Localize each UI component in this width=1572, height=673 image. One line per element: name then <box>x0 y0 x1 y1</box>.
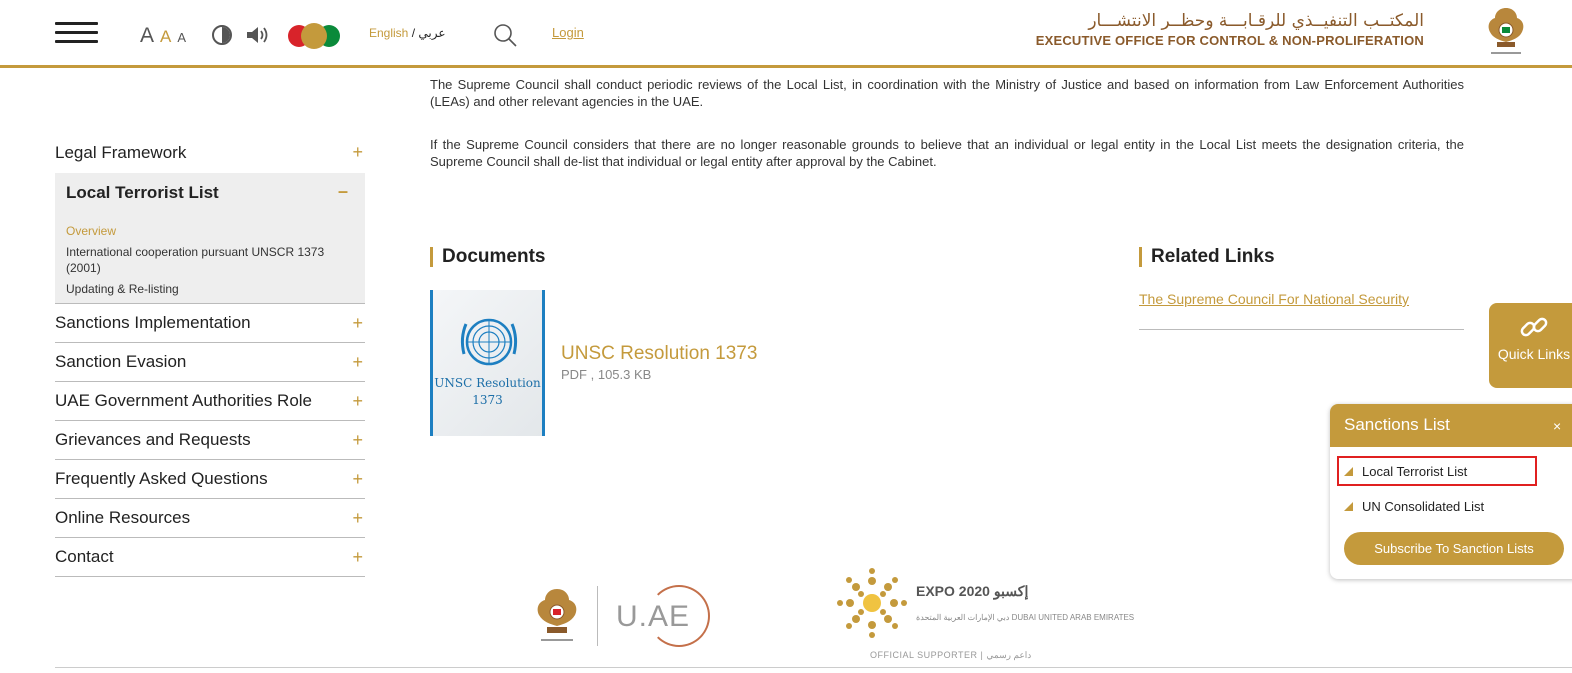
expo-subtitle: دبي الإمارات العربية المتحدة DUBAI UNITED ARAB EMIRATES <box>916 613 1135 622</box>
expand-icon[interactable]: + <box>352 469 363 489</box>
document-meta: PDF , 105.3 KB <box>561 367 652 382</box>
sidebar-item-legal-framework[interactable] <box>55 133 365 173</box>
footer-divider <box>597 586 598 646</box>
sidebar-nav <box>55 133 365 577</box>
sidebar-item-label: Sanctions Implementation <box>55 313 251 332</box>
subnav-overview[interactable]: Overview <box>66 224 117 238</box>
collapse-icon[interactable]: – <box>337 181 348 201</box>
header <box>0 0 1572 66</box>
sidebar-item-sanction-evasion[interactable] <box>55 343 365 382</box>
documents-heading: Documents <box>430 247 545 267</box>
lang-arabic[interactable]: عربي <box>418 26 446 40</box>
expand-icon[interactable]: + <box>352 547 363 567</box>
sidebar-item-label: Sanction Evasion <box>55 352 187 371</box>
expand-icon[interactable]: + <box>352 391 363 411</box>
expand-icon[interactable]: + <box>352 142 363 162</box>
theme-gold-dot[interactable] <box>301 23 327 49</box>
expo-supporter-text: OFFICIAL SUPPORTER | داعم رسمي <box>870 650 1032 660</box>
expo-2020-logo-icon <box>836 567 908 639</box>
contrast-icon[interactable] <box>212 25 232 45</box>
menu-icon[interactable] <box>55 22 98 44</box>
quick-links-button[interactable] <box>1489 303 1572 388</box>
sanctions-list-panel <box>1330 404 1572 579</box>
sidebar-item-sanctions-implementation[interactable] <box>55 304 365 343</box>
theme-color-picker[interactable] <box>288 23 342 49</box>
uae-footer-emblem-icon <box>533 585 581 645</box>
sidebar-item-label: Online Resources <box>55 508 191 527</box>
content-paragraph-reviews: The Supreme Council shall conduct periodic reviews of the Local List, in coordination with the Ministry of Justice and based on information from Law Enforcement Authorities (LEAs) and other relevant agencies in the UAE. <box>430 77 1464 109</box>
expand-icon[interactable]: + <box>352 313 363 333</box>
sidebar-item-label: UAE Government Authorities Role <box>55 391 313 410</box>
link-icon <box>1518 311 1550 343</box>
sanctions-item-un-consolidated-list[interactable]: UN Consolidated List <box>1344 499 1484 514</box>
close-icon[interactable]: × <box>1553 418 1562 434</box>
content-paragraph-delisting: If the Supreme Council considers that there are no longer reasonable grounds to believe that an individual or legal entity in the Local List meets the designation criteria, the Supreme Council shall de-list that individual or legal entity after approval by the Cabinet. <box>430 137 1464 169</box>
footer-rule <box>55 667 1572 668</box>
font-small-button[interactable]: A <box>177 30 187 45</box>
font-size-controls <box>140 24 186 48</box>
speaker-icon[interactable] <box>245 24 269 46</box>
subnav-updating-relisting[interactable]: Updating & Re-listing <box>66 282 179 296</box>
font-medium-button[interactable]: A <box>160 27 172 46</box>
sidebar-item-label: Frequently Asked Questions <box>55 469 268 488</box>
search-icon[interactable] <box>493 23 517 47</box>
sidebar-item-contact[interactable] <box>55 538 365 577</box>
sidebar-item-uae-authorities-role[interactable] <box>55 382 365 421</box>
sidebar-item-label: Local Terrorist List <box>66 183 219 202</box>
sidebar-active-header[interactable] <box>66 183 354 205</box>
quick-links-label: Quick Links <box>1497 346 1571 362</box>
expand-icon[interactable]: + <box>352 430 363 450</box>
login-link[interactable]: Login <box>552 25 584 40</box>
sidebar-item-faq[interactable] <box>55 460 365 499</box>
sidebar-item-label: Legal Framework <box>55 143 187 162</box>
related-links-divider <box>1139 329 1464 330</box>
sanctions-panel-title: Sanctions List <box>1344 415 1450 434</box>
lang-english[interactable]: English <box>369 26 409 40</box>
thumbnail-label-line2: 1373 <box>472 393 503 407</box>
sidebar-item-online-resources[interactable] <box>55 499 365 538</box>
sidebar-item-label: Contact <box>55 547 114 566</box>
logo-english-text: EXECUTIVE OFFICE FOR CONTROL & NON-PROLIFERATION <box>1035 33 1424 48</box>
sidebar-item-local-terrorist-list <box>55 173 365 304</box>
document-thumbnail[interactable] <box>430 290 545 436</box>
expand-icon[interactable]: + <box>352 352 363 372</box>
expo-title: EXPO 2020 إكسبو <box>916 583 1029 599</box>
font-large-button[interactable]: A <box>140 24 155 47</box>
subscribe-button[interactable]: Subscribe To Sanction Lists <box>1344 532 1564 565</box>
related-links-heading: Related Links <box>1139 247 1275 267</box>
related-link-supreme-council[interactable]: The Supreme Council For National Security <box>1139 291 1410 307</box>
language-switcher <box>369 26 446 40</box>
sanctions-item-local-terrorist-list[interactable]: Local Terrorist List <box>1344 464 1467 479</box>
sanctions-panel-header <box>1330 404 1572 447</box>
sidebar-item-label: Grievances and Requests <box>55 430 251 449</box>
subnav-international-cooperation[interactable]: International cooperation pursuant UNSCR 1373 (2001) <box>66 245 325 275</box>
expand-icon[interactable]: + <box>352 508 363 528</box>
uae-emblem-icon <box>1485 4 1527 60</box>
thumbnail-label-line1: UNSC Resolution <box>434 376 541 390</box>
lang-separator: / <box>411 26 416 40</box>
logo-arabic-text: المكتــب التنفيــذي للرقـابـــة وحظــر الانتشـــار <box>1088 11 1424 31</box>
header-divider <box>0 65 1572 68</box>
sidebar-item-grievances[interactable] <box>55 421 365 460</box>
uae-brand-text: U.AE <box>616 600 691 633</box>
document-title-link[interactable]: UNSC Resolution 1373 <box>561 343 758 364</box>
un-emblem-icon <box>452 310 526 380</box>
